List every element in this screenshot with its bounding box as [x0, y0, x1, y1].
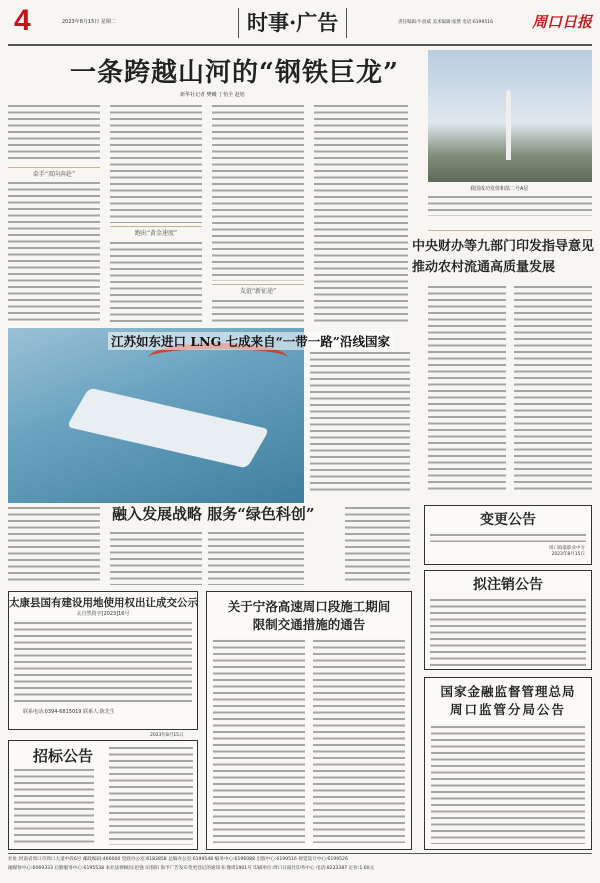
- biangeng-body: [430, 532, 586, 542]
- green-col-1: [8, 505, 100, 585]
- article-column-1: [8, 103, 100, 163]
- jinrong-notice: [424, 677, 592, 850]
- taikang-number: 太自然资字[2023]16号: [76, 611, 130, 617]
- green-headline: 融入发展战略 服务“绿色科创”: [112, 505, 315, 523]
- taikang-title: 太康县国有建设用地使用权出让成交公示: [9, 597, 198, 609]
- header-rule: [8, 44, 592, 46]
- ningluo-notice: [206, 591, 412, 850]
- footer-rule: [8, 853, 592, 854]
- rocket-launch-photo: [428, 50, 592, 182]
- ningluo-body-2: [313, 638, 405, 843]
- zhuxiao-title: 拟注销公告: [473, 577, 543, 593]
- section-title: [238, 8, 347, 38]
- lng-ship-photo: [8, 328, 304, 503]
- article-column-3b: [212, 298, 304, 325]
- main-byline: 新华社记者 樊曦 丁怡全 赵旭: [180, 92, 245, 98]
- ningluo-title-1: 关于宁洛高速周口段施工期间: [227, 599, 391, 614]
- article-column-2b: [110, 240, 202, 325]
- ningluo-body-1: [213, 638, 305, 843]
- zhaobiao-body-1: [14, 767, 94, 845]
- section-title-text: 时事·广告: [247, 10, 339, 35]
- subhead-1: 牵手“双向奔赴”: [8, 167, 100, 178]
- article-column-1b: [8, 180, 100, 325]
- green-col-3: [208, 530, 304, 585]
- subhead-3: 友谊“新征途”: [212, 284, 304, 295]
- ship-icon: [66, 388, 269, 469]
- biangeng-notice: [424, 505, 592, 565]
- side-article-col-2: [514, 284, 592, 494]
- biangeng-org: 周口海棠职业中专: [549, 546, 585, 551]
- main-headline: 一条跨越山河的“钢铁巨龙”: [70, 58, 399, 88]
- zhuxiao-body: [430, 597, 586, 667]
- zhaobiao-title: 招标公告: [33, 747, 94, 765]
- taikang-notice: [8, 591, 198, 730]
- article-column-3: [212, 103, 304, 281]
- side-headline-1: 中央财办等九部门印发指导意见: [412, 239, 595, 254]
- photo-text: [428, 194, 592, 216]
- footer-line-1: 社址:河南省周口市周口大道中段6号 邮政编码:466000 党政办公室:6183858 总编办公室:6199548 编务中心:6196088 出版中心:6199516 视觉设计中心:6199526: [8, 857, 348, 862]
- side-headline-2: 推动农村流通高质量发展: [412, 260, 556, 275]
- rocket-icon: [506, 90, 511, 160]
- green-col-4: [345, 505, 410, 585]
- zhaobiao-date: 2023年8月15日: [150, 733, 184, 738]
- zhaobiao-body-2: [109, 745, 193, 845]
- biangeng-title: 变更公告: [480, 512, 536, 528]
- subhead-2: 跑出“黄金速度”: [110, 226, 202, 237]
- lng-headline: 江苏如东进口 LNG 七成来自“一带一路”沿线国家: [108, 332, 393, 350]
- taikang-body: [14, 620, 192, 705]
- lng-text: [310, 350, 410, 495]
- article-column-2: [110, 103, 202, 223]
- jinrong-title-1: 国家金融监督管理总局: [440, 684, 576, 699]
- green-col-2: [110, 530, 202, 585]
- footer-line-2: 融媒体中心:6069333 后勤服务中心:6195538 本社法律顾问:赵强 田春阳 海予广告发布变更登记的通知书:豫周1901号 印刷单位:周口日报社印务中心 电话:8223387 定价:1.60元: [8, 866, 375, 871]
- biangeng-date: 2023年8月15日: [551, 552, 585, 557]
- article-column-4: [314, 103, 408, 325]
- jinrong-title-2: 周口监管分局公告: [449, 702, 566, 717]
- divider: [428, 230, 592, 231]
- editor-info: 责任编辑:牛晨威 美术编辑:张赞 电话:6199516: [398, 20, 493, 25]
- taikang-contact: 联系电话:0394-6815019 联系人:陈先生: [23, 709, 115, 715]
- jinrong-body: [431, 724, 585, 844]
- page-number: 4: [14, 4, 31, 37]
- photo-caption: 我国成功发射和箭二号A星: [470, 186, 529, 192]
- newspaper-logo: 周口日报: [532, 13, 593, 31]
- zhaobiao-notice: [8, 740, 198, 850]
- zhuxiao-notice: [424, 570, 592, 670]
- side-article-col-1: [428, 284, 506, 494]
- ningluo-title-2: 限制交通措施的通告: [252, 617, 366, 632]
- issue-date: 2023年8月15日 星期二: [62, 19, 116, 25]
